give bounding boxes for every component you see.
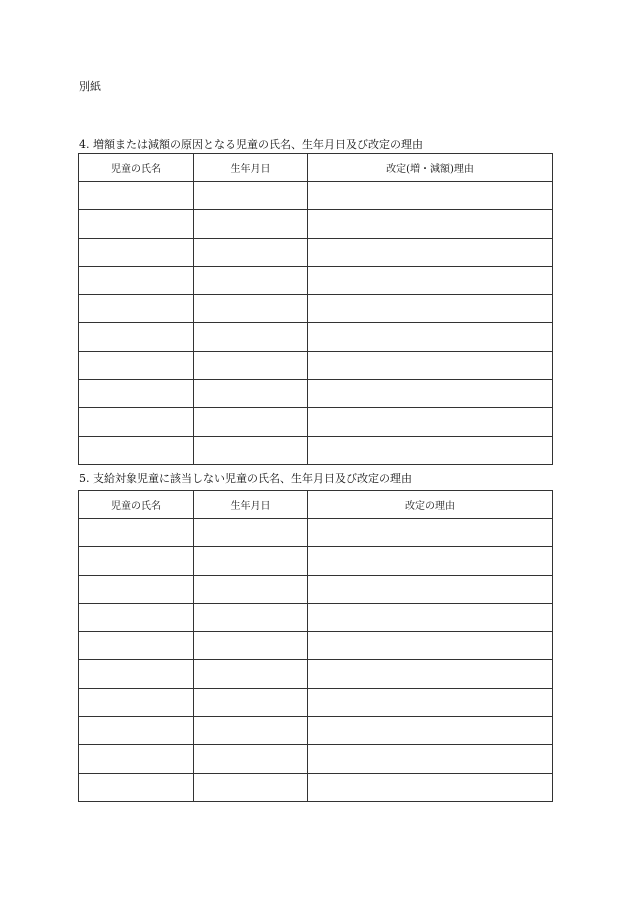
cell-revision-reason[interactable] — [308, 238, 553, 266]
cell-child-name[interactable] — [79, 295, 194, 323]
cell-birthdate[interactable] — [194, 632, 308, 660]
cell-child-name[interactable] — [79, 380, 194, 408]
column-header-child-name: 児童の氏名 — [79, 154, 194, 182]
cell-child-name[interactable] — [79, 436, 194, 464]
column-header-child-name: 児童の氏名 — [79, 491, 194, 519]
table-row — [79, 266, 553, 294]
cell-birthdate[interactable] — [194, 210, 308, 238]
cell-revision-reason[interactable] — [308, 323, 553, 351]
cell-child-name[interactable] — [79, 660, 194, 688]
cell-birthdate[interactable] — [194, 351, 308, 379]
cell-revision-reason[interactable] — [308, 717, 553, 745]
cell-child-name[interactable] — [79, 266, 194, 294]
cell-birthdate[interactable] — [194, 323, 308, 351]
section-4-table — [78, 153, 553, 465]
table-row — [79, 688, 553, 716]
cell-birthdate[interactable] — [194, 575, 308, 603]
section-5-heading: 5. 支給対象児童に該当しない児童の氏名、生年月日及び改定の理由 — [79, 472, 412, 485]
cell-birthdate[interactable] — [194, 266, 308, 294]
cell-child-name[interactable] — [79, 519, 194, 547]
cell-child-name[interactable] — [79, 210, 194, 238]
table-header-row — [79, 491, 553, 519]
cell-birthdate[interactable] — [194, 717, 308, 745]
cell-birthdate[interactable] — [194, 603, 308, 631]
table-row — [79, 745, 553, 773]
cell-revision-reason[interactable] — [308, 519, 553, 547]
cell-revision-reason[interactable] — [308, 745, 553, 773]
section-5-table — [78, 490, 553, 802]
cell-child-name[interactable] — [79, 688, 194, 716]
cell-birthdate[interactable] — [194, 182, 308, 210]
cell-birthdate[interactable] — [194, 519, 308, 547]
cell-revision-reason[interactable] — [308, 688, 553, 716]
table-row — [79, 547, 553, 575]
cell-child-name[interactable] — [79, 351, 194, 379]
table-row — [79, 182, 553, 210]
table-row — [79, 603, 553, 631]
cell-revision-reason[interactable] — [308, 436, 553, 464]
cell-revision-reason[interactable] — [308, 632, 553, 660]
section-4-heading: 4. 増額または減額の原因となる児童の氏名、生年月日及び改定の理由 — [79, 138, 423, 151]
table-row — [79, 408, 553, 436]
cell-revision-reason[interactable] — [308, 182, 553, 210]
table-row — [79, 660, 553, 688]
table-row — [79, 773, 553, 801]
table-row — [79, 632, 553, 660]
cell-child-name[interactable] — [79, 575, 194, 603]
table-row — [79, 519, 553, 547]
cell-revision-reason[interactable] — [308, 773, 553, 801]
cell-child-name[interactable] — [79, 603, 194, 631]
column-header-revision-reason: 改定(増・減額)理由 — [308, 154, 553, 182]
column-header-revision-reason: 改定の理由 — [308, 491, 553, 519]
cell-revision-reason[interactable] — [308, 266, 553, 294]
cell-revision-reason[interactable] — [308, 380, 553, 408]
cell-child-name[interactable] — [79, 238, 194, 266]
cell-revision-reason[interactable] — [308, 603, 553, 631]
cell-child-name[interactable] — [79, 408, 194, 436]
cell-birthdate[interactable] — [194, 547, 308, 575]
cell-revision-reason[interactable] — [308, 295, 553, 323]
cell-revision-reason[interactable] — [308, 210, 553, 238]
table-row — [79, 210, 553, 238]
cell-child-name[interactable] — [79, 323, 194, 351]
cell-child-name[interactable] — [79, 182, 194, 210]
cell-revision-reason[interactable] — [308, 575, 553, 603]
cell-revision-reason[interactable] — [308, 408, 553, 436]
cell-birthdate[interactable] — [194, 773, 308, 801]
table-row — [79, 238, 553, 266]
table-row — [79, 295, 553, 323]
table-row — [79, 575, 553, 603]
column-header-birthdate: 生年月日 — [194, 491, 308, 519]
cell-child-name[interactable] — [79, 773, 194, 801]
table-row — [79, 351, 553, 379]
table-row — [79, 717, 553, 745]
cell-birthdate[interactable] — [194, 436, 308, 464]
attachment-label: 別紙 — [79, 80, 101, 93]
cell-revision-reason[interactable] — [308, 351, 553, 379]
cell-birthdate[interactable] — [194, 660, 308, 688]
cell-birthdate[interactable] — [194, 295, 308, 323]
cell-birthdate[interactable] — [194, 745, 308, 773]
cell-birthdate[interactable] — [194, 688, 308, 716]
column-header-birthdate: 生年月日 — [194, 154, 308, 182]
cell-birthdate[interactable] — [194, 408, 308, 436]
table-row — [79, 380, 553, 408]
cell-child-name[interactable] — [79, 547, 194, 575]
cell-child-name[interactable] — [79, 632, 194, 660]
cell-child-name[interactable] — [79, 745, 194, 773]
cell-child-name[interactable] — [79, 717, 194, 745]
table-row — [79, 323, 553, 351]
cell-revision-reason[interactable] — [308, 660, 553, 688]
table-row — [79, 436, 553, 464]
cell-birthdate[interactable] — [194, 380, 308, 408]
cell-revision-reason[interactable] — [308, 547, 553, 575]
table-header-row — [79, 154, 553, 182]
cell-birthdate[interactable] — [194, 238, 308, 266]
